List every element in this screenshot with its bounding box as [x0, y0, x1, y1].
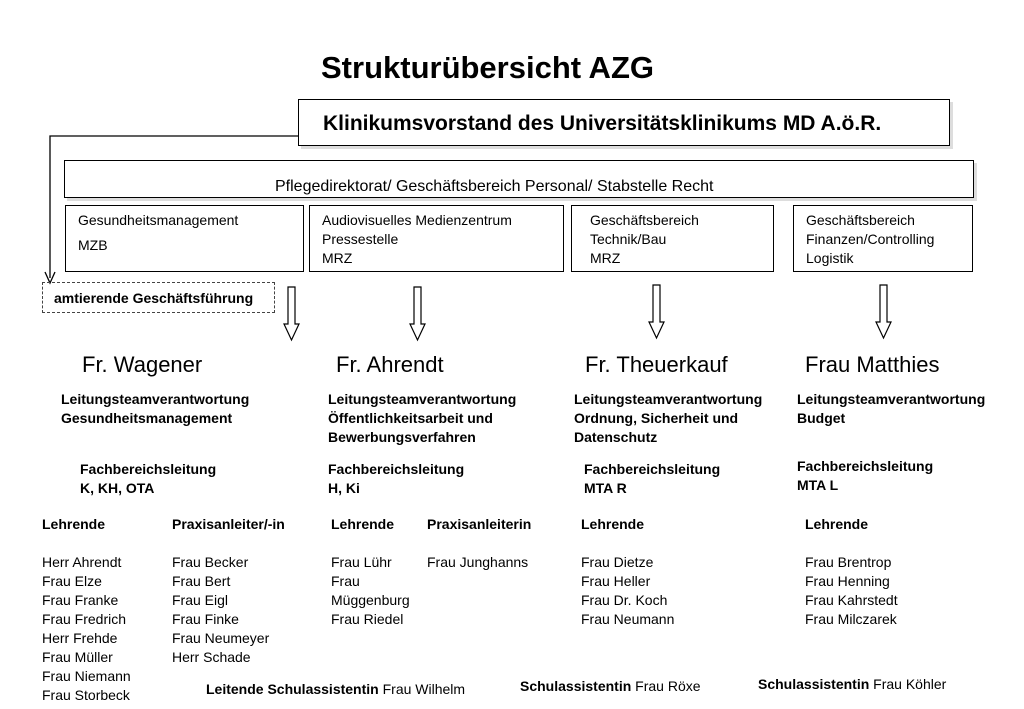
department-line: Geschäftsbereich — [806, 212, 915, 228]
staff-member: Frau Finke — [172, 611, 239, 627]
staff-member: Frau Kahrstedt — [805, 592, 898, 608]
staff-member: Frau Lühr — [331, 554, 392, 570]
responsibility-block — [61, 390, 249, 428]
staff-member: Frau Riedel — [331, 611, 404, 627]
staff-member: Frau Brentrop — [805, 554, 892, 570]
down-arrow-icon — [648, 284, 666, 340]
department-box-technik — [571, 205, 774, 272]
department-lead-label: Fachbereichsleitung — [80, 461, 217, 477]
school-assistant — [758, 675, 946, 694]
staff-member: Frau Dietze — [581, 554, 654, 570]
staff-list-practice-instructors — [172, 515, 285, 667]
staff-heading: Lehrende — [331, 516, 395, 532]
responsibility-line: Leitungsteamverantwortung — [797, 391, 986, 407]
staff-member: Frau Neumann — [581, 611, 675, 627]
staff-member: Frau Milczarek — [805, 611, 897, 627]
assistant-name: Frau Köhler — [873, 676, 947, 692]
person-name: Fr. Ahrendt — [336, 352, 444, 377]
staff-member: Frau Niemann — [42, 668, 131, 684]
staff-heading: Lehrende — [42, 516, 106, 532]
responsibility-line: Öffentlichkeitsarbeit und — [328, 410, 493, 426]
department-lead-label: Fachbereichsleitung — [797, 458, 934, 474]
responsibility-line: Datenschutz — [574, 429, 658, 445]
department-lead-block — [328, 460, 464, 498]
staff-member: Frau Bert — [172, 573, 231, 589]
staff-member: Frau Heller — [581, 573, 651, 589]
staff-member: Herr Schade — [172, 649, 251, 665]
staff-member: Frau Eigl — [172, 592, 229, 608]
staff-member: Frau Storbeck — [42, 687, 130, 703]
staff-member: Frau Henning — [805, 573, 890, 589]
department-box-media — [309, 205, 564, 272]
down-arrow-icon — [409, 286, 427, 342]
assistant-role: Schulassistentin — [758, 676, 870, 692]
staff-member: Frau Franke — [42, 592, 119, 608]
person-name: Fr. Theuerkauf — [585, 352, 728, 377]
school-assistant — [520, 677, 701, 696]
staff-member: Frau Fredrich — [42, 611, 127, 627]
department-lead-block — [584, 460, 720, 498]
responsibility-block — [328, 390, 516, 447]
acting-management-box: amtierende Geschäftsführung — [42, 282, 275, 313]
department-line: Logistik — [806, 250, 854, 266]
staff-list-teachers-matthies — [805, 515, 898, 629]
department-line: MRZ — [322, 250, 353, 266]
department-lead-label: Fachbereichsleitung — [584, 461, 721, 477]
responsibility-line: Leitungsteamverantwortung — [574, 391, 763, 407]
school-assistant-lead — [206, 680, 465, 699]
responsibility-block — [574, 390, 762, 447]
page-title: Strukturübersicht AZG — [321, 50, 654, 85]
staff-heading: Lehrende — [805, 516, 869, 532]
department-line: Finanzen/Controlling — [806, 231, 935, 247]
nursing-directorate-box: Pflegedirektorat/ Geschäftsbereich Personal/ Stabstelle Recht — [64, 160, 974, 198]
department-line: MRZ — [590, 250, 621, 266]
staff-member: Herr Ahrendt — [42, 554, 122, 570]
department-box-health — [65, 205, 304, 272]
department-lead-label: Fachbereichsleitung — [328, 461, 465, 477]
assistant-name: Frau Wilhelm — [382, 681, 466, 697]
staff-list-teachers-wagener — [42, 515, 131, 705]
department-line: MZB — [78, 237, 108, 253]
assistant-role: Leitende Schulassistentin — [206, 681, 379, 697]
board-box: Klinikumsvorstand des Universitätsklinikums MD A.ö.R. — [298, 99, 950, 146]
staff-member: Frau Junghanns — [427, 554, 529, 570]
department-lead-value: MTA R — [584, 480, 627, 496]
staff-member: Frau Becker — [172, 554, 249, 570]
staff-member: Frau Müller — [42, 649, 113, 665]
staff-member: Frau Neumeyer — [172, 630, 270, 646]
department-line: Technik/Bau — [590, 231, 667, 247]
person-name: Fr. Wagener — [82, 352, 203, 377]
department-lead-value: K, KH, OTA — [80, 480, 155, 496]
staff-member: Frau Dr. Koch — [581, 592, 668, 608]
staff-list-practice-instructor-ahrendt — [427, 515, 531, 572]
responsibility-line: Ordnung, Sicherheit und — [574, 410, 739, 426]
department-line: Audiovisuelles Medienzentrum — [322, 212, 512, 228]
department-lead-value: MTA L — [797, 477, 839, 493]
staff-heading: Lehrende — [581, 516, 645, 532]
department-box-finanzen — [793, 205, 973, 272]
department-line: Pressestelle — [322, 231, 399, 247]
assistant-role: Schulassistentin — [520, 678, 632, 694]
department-line: Geschäftsbereich — [590, 212, 699, 228]
staff-member: Müggenburg — [331, 592, 410, 608]
staff-list-teachers-theuerkauf — [581, 515, 674, 629]
department-lead-block — [80, 460, 216, 498]
staff-heading: Praxisanleiter/-in — [172, 516, 285, 532]
down-arrow-icon — [283, 286, 301, 342]
responsibility-line: Leitungsteamverantwortung — [61, 391, 250, 407]
responsibility-line: Leitungsteamverantwortung — [328, 391, 517, 407]
staff-member: Frau Elze — [42, 573, 102, 589]
staff-list-teachers-ahrendt — [331, 515, 410, 629]
staff-member: Frau — [331, 573, 360, 589]
down-arrow-icon — [875, 284, 893, 340]
assistant-name: Frau Röxe — [635, 678, 701, 694]
staff-member: Herr Frehde — [42, 630, 118, 646]
responsibility-block — [797, 390, 985, 428]
department-lead-block — [797, 457, 933, 495]
department-lead-value: H, Ki — [328, 480, 360, 496]
staff-heading: Praxisanleiterin — [427, 516, 532, 532]
responsibility-line: Bewerbungsverfahren — [328, 429, 476, 445]
responsibility-line: Gesundheitsmanagement — [61, 410, 233, 426]
department-line: Gesundheitsmanagement — [78, 212, 239, 228]
responsibility-line: Budget — [797, 410, 846, 426]
person-name: Frau Matthies — [805, 352, 940, 377]
